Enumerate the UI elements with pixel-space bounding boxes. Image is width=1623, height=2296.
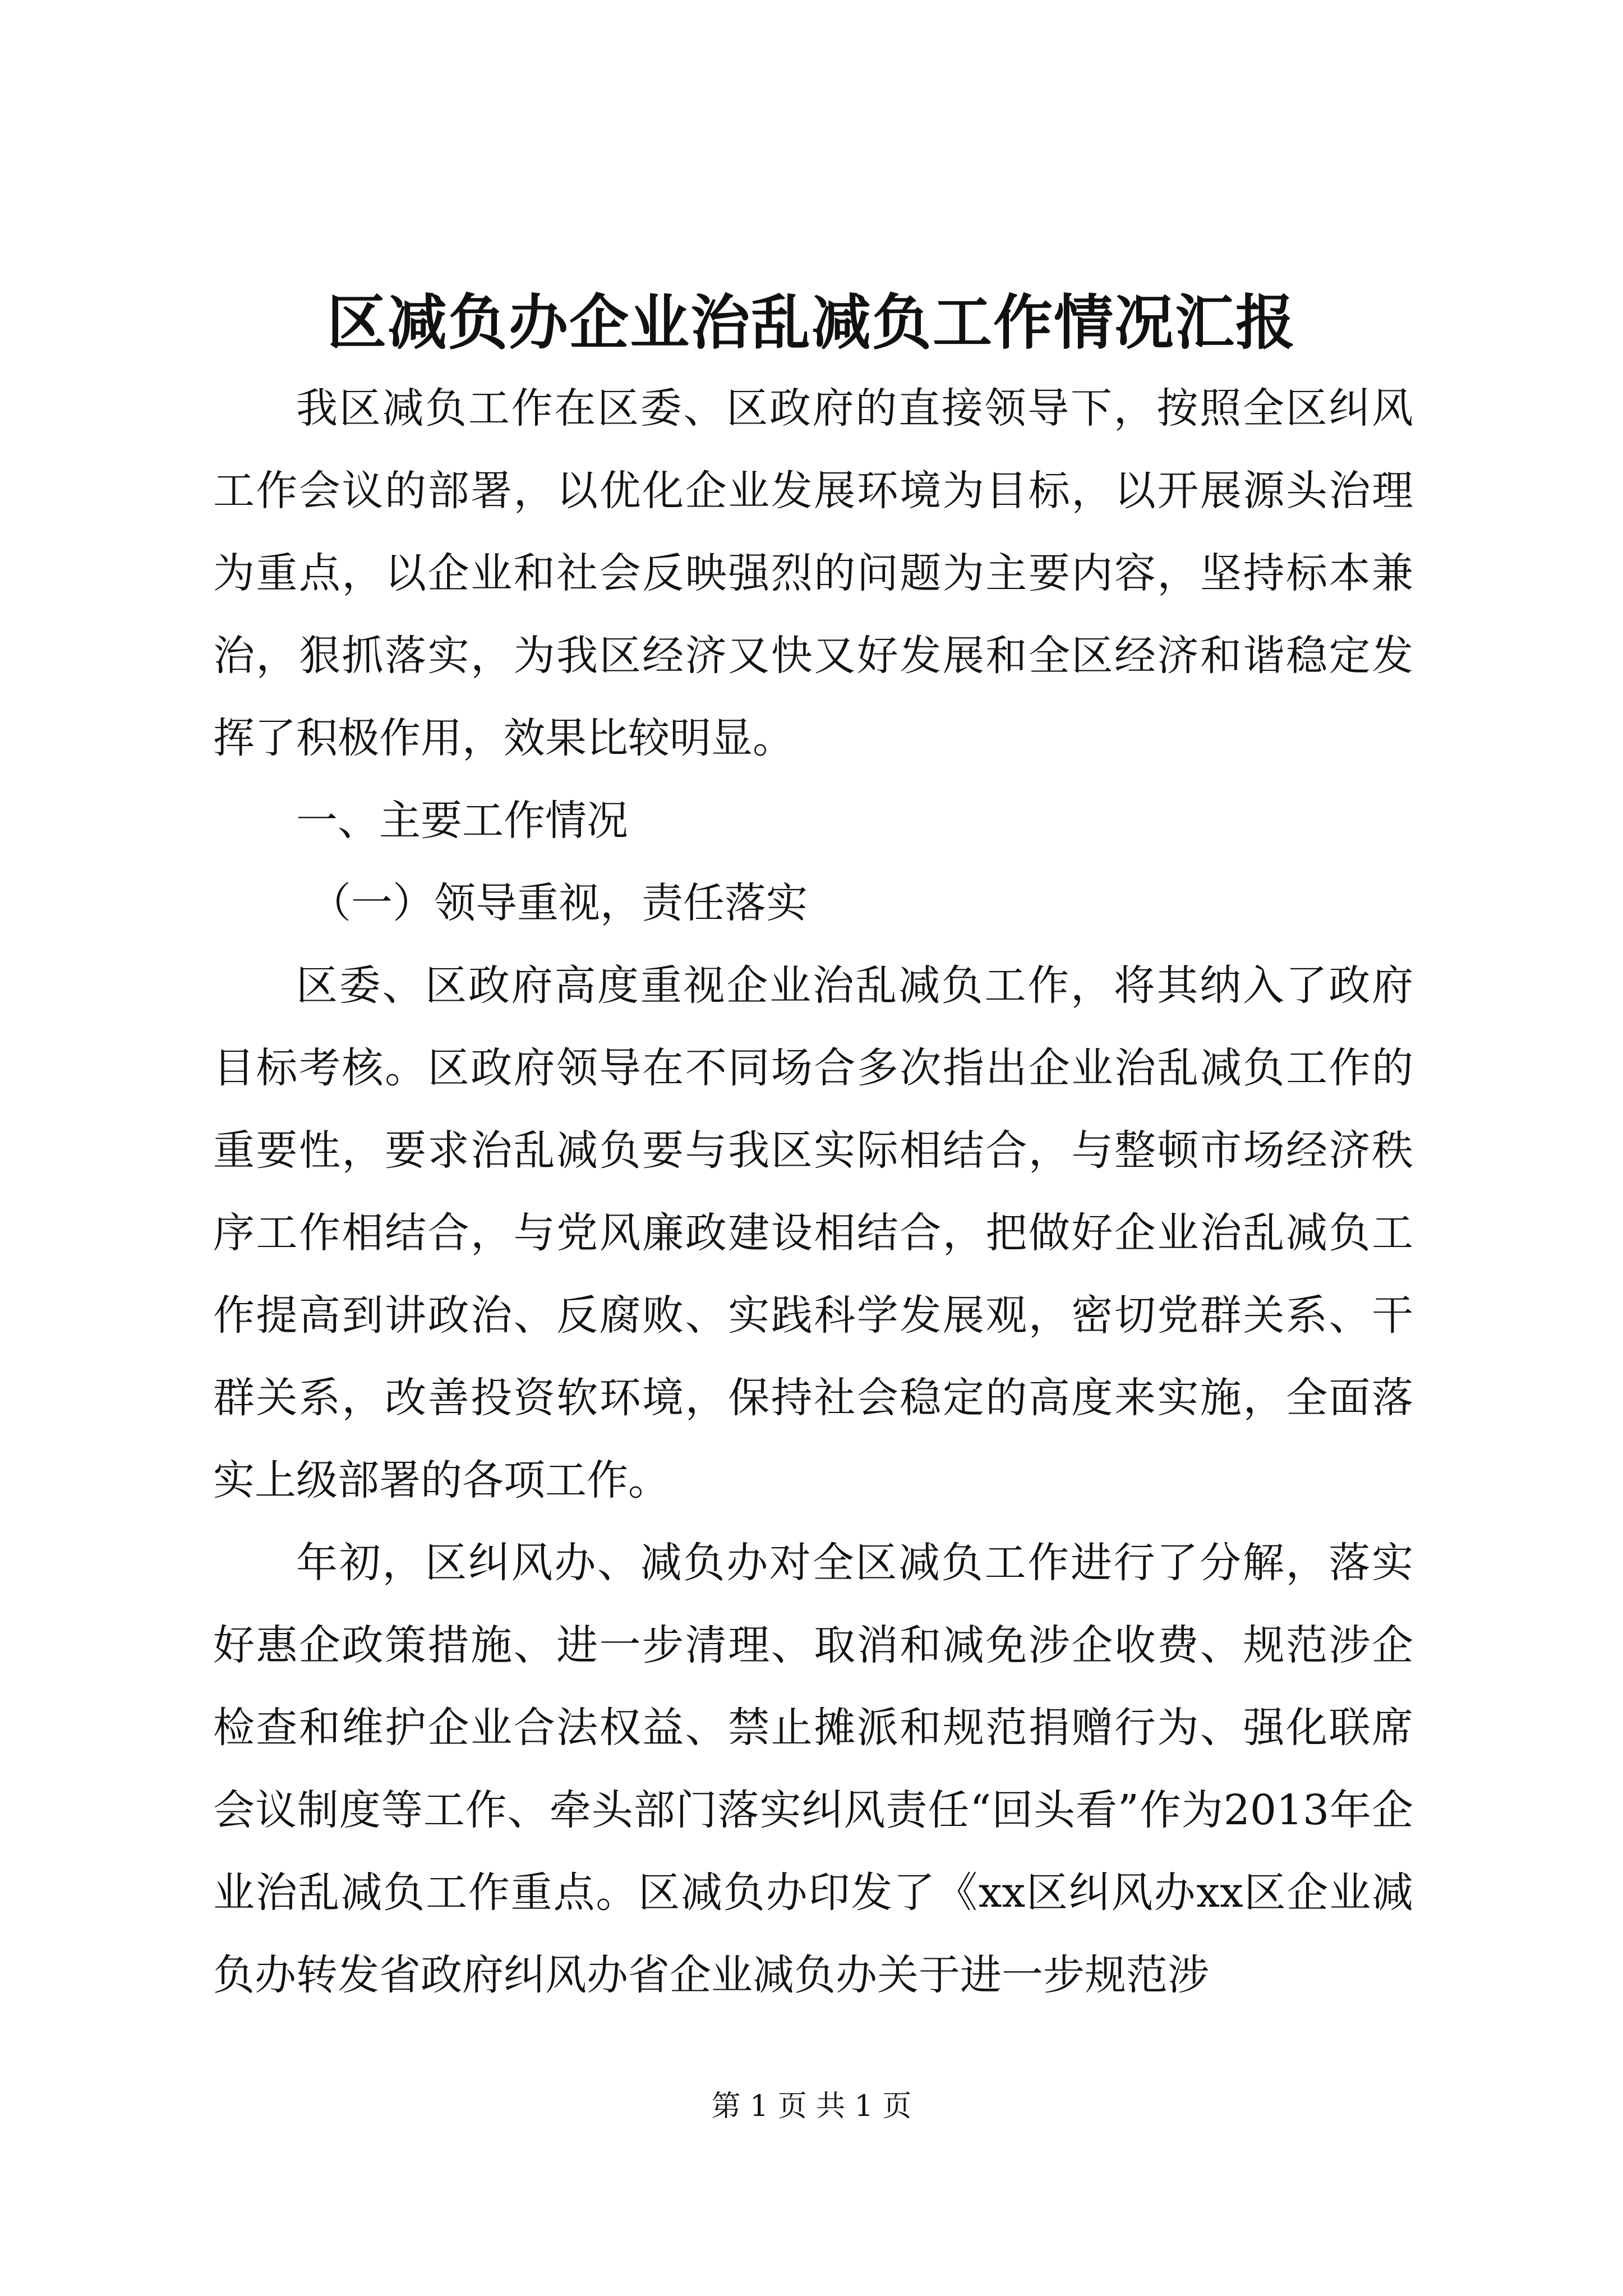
document-title: 区减负办企业治乱减负工作情况汇报 <box>327 287 1296 357</box>
subsection-heading-leadership: （一）领导重视，责任落实 <box>310 879 808 927</box>
paragraph-leadership: 区委、区政府高度重视企业治乱减负工作，将其纳入了政府目标考核。区政府领导在不同场合多次指出企业治乱减负工作的重要性，要求治乱减负要与我区实际相结合，与整顿市场经济秩序工作相结合，与党风廉政建设相结合，把做好企业治乱减负工作提高到讲政治、反腐败、实践科学发展观，密切党群关系、干群关系，改善投资软环境，保持社会稳定的高度来实施，全面落实上级部署的各项工作。 <box>213 961 1413 1504</box>
document-body <box>213 367 1413 2017</box>
page-footer: 第 1 页 共 1 页 <box>711 2090 912 2123</box>
paragraph-annual-plan: 年初，区纠风办、减负办对全区减负工作进行了分解，落实好惠企政策措施、进一步清理、取消和减免涉企收费、规范涉企检查和维护企业合法权益、禁止摊派和规范捐赠行为、强化联席会议制度等工作、牵头部门落实纠风责任“回头看”作为2013年企业治乱减负工作重点。区减负办印发了《xx区纠风办xx区企业减负办转发省政府纠风办省企业减负办关于进一步规范涉 <box>213 1539 1413 1999</box>
paragraph-intro: 我区减负工作在区委、区政府的直接领导下，按照全区纠风工作会议的部署，以优化企业发展环境为目标，以开展源头治理为重点，以企业和社会反映强烈的问题为主要内容，坚持标本兼治，狠抓落实，为我区经济又快又好发展和全区经济和谐稳定发挥了积极作用，效果比较明显。 <box>213 384 1413 762</box>
section-heading-main-work: 一、主要工作情况 <box>296 797 628 845</box>
